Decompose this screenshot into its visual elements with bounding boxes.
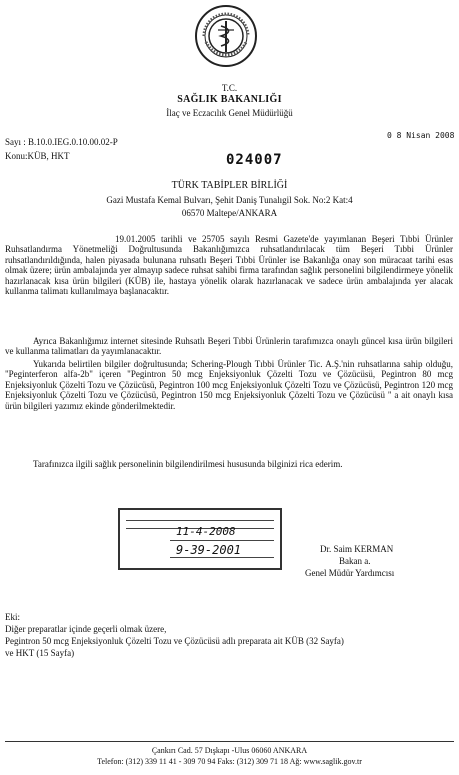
attachments-title: Eki: <box>5 612 20 622</box>
body-paragraph-3: Yukarıda belirtilen bilgiler doğrultusunda; Schering-Plough Tıbbi Ürünler Tic. A.Ş.'nin ruhsatlarına sahip olduğu, "Peginterferon alfa-2b" içeren "Pegintron 50 mcg Enjeksiyonluk Çözelti Tozu ve Çözücüsü, Pegintron 80 mcg Enjeksiyonluk Çözelti Tozu ve Çözücüsü, Pegintron 100 mcg Enjeksiyonluk Çözelti Tozu ve Çözücüsü, Pegintron 120 mcg Enjeksiyonluk Çözelti Tozu ve Çözücüsü, Pegintron 150 mcg Enjeksiyonluk Çözelti Tozu ve Çözücüsü " a ait onaylı kısa ürün bilgileri yazımız ekinde gönderilmektedir. <box>5 359 453 411</box>
signature-title: Genel Müdür Yardımcısı <box>305 568 395 578</box>
ministry-seal-icon <box>194 4 258 68</box>
signature-name: Dr. Saim KERMAN <box>320 544 394 554</box>
body-paragraph-4: Tarafınızca ilgili sağlık personelinin bilgilendirilmesi hususunda bilginizi rica ederim. <box>33 459 343 469</box>
body-paragraph-1: 19.01.2005 tarihli ve 25705 sayılı Resmi Gazete'de yayımlanan Beşeri Tıbbi Ürünler Ruhsatlandırma Yönetmeliği Doğrultusunda Bakanlığımızca ruhsatlandırılacak tüm Beşeri Tıbbi Ürünler ruhsatlandırıldığında, halen piyasada bulunana ruhsatlı Beşeri Tıbbi Ürünler ise Bakanlığa onay son müracaat tarihi esas olmak üzere; ürün ambalajında yer almayıp sadece ruhsat sahibi firma tarafından sağlık personelini bilgilendirmeye yönelik hazırlanacak kısa ürün bilgileri (KÜB) ile, hastaya yönelik olarak hazırlanacak ve sadece ürün ambalajında yer alacak kullanma talimatı kullanılmaya başlanacaktır. <box>5 234 453 297</box>
konu-line: Konu:KÜB, HKT <box>5 151 70 161</box>
footer-contact: Telefon: (312) 339 11 41 - 309 70 94 Faks: (312) 309 71 18 Ağ: www.saglik.gov.tr <box>97 757 362 766</box>
date-stamp: 0 8 Nisan 2008 <box>387 131 455 140</box>
sayi-line: Sayı : B.10.0.IEG.0.10.00.02-P <box>5 137 118 147</box>
recipient-address-1: Gazi Mustafa Kemal Bulvarı, Şehit Daniş Tunalıgil Sok. No:2 Kat:4 <box>106 195 353 205</box>
received-stamp <box>118 508 282 570</box>
recipient-name: TÜRK TABİPLER BİRLİĞİ <box>171 180 288 191</box>
header-ministry: SAĞLIK BAKANLIĞI <box>177 94 282 105</box>
attachments-line-3: ve HKT (15 Sayfa) <box>5 648 75 658</box>
attachments-line-1: Diğer preparatlar içinde geçerli olmak üzere, <box>5 624 167 634</box>
footer-rule <box>5 741 454 742</box>
header-department: İlaç ve Eczacılık Genel Müdürlüğü <box>166 108 293 118</box>
document-number: 024007 <box>226 152 283 168</box>
stamp-handwritten-date: 11-4-2008 <box>176 525 236 538</box>
stamp-handwritten-number: 9-39-2001 <box>176 543 242 557</box>
footer-address: Çankırı Cad. 57 Dışkapı -Ulus 06060 ANKARA <box>151 746 308 755</box>
attachments-line-2: Pegintron 50 mcg Enjeksiyonluk Çözelti Tozu ve Çözücüsü adlı preparata ait KÜB (32 Sayfa) <box>5 636 344 646</box>
body-paragraph-2: Ayrıca Bakanlığımız internet sitesinde Ruhsatlı Beşeri Tıbbi Ürünlerin tarafımızca onaylı güncel kısa ürün bilgileri ve kullanma talimatları da yayımlanacaktır. <box>5 336 453 357</box>
header-tc: T.C. <box>221 83 238 93</box>
recipient-address-2: 06570 Maltepe/ANKARA <box>181 208 278 218</box>
signature-line-2: Bakan a. <box>339 556 371 566</box>
